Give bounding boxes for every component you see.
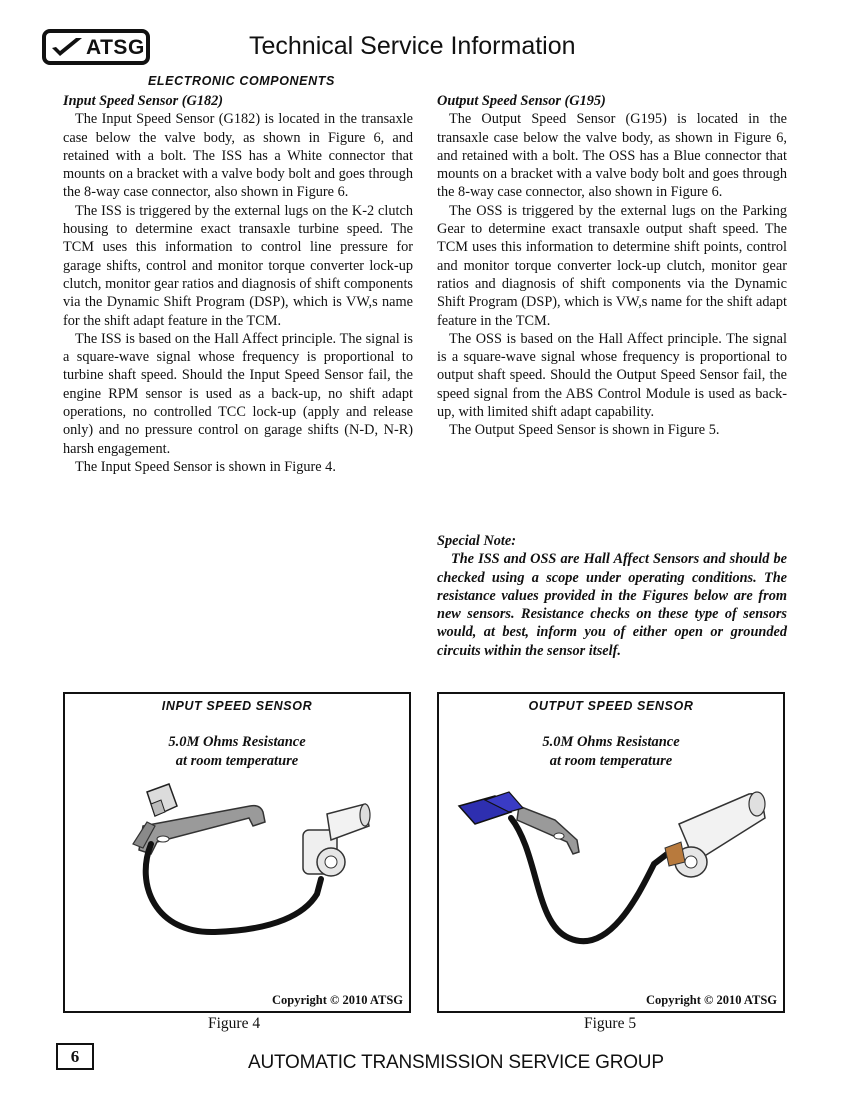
figure-4-caption: Figure 4 — [208, 1015, 261, 1032]
figure-5-caption: Figure 5 — [584, 1015, 637, 1032]
sensor-body-icon — [665, 792, 765, 877]
resistance-value: 5.0M Ohms Resistance — [542, 734, 680, 750]
page-title: Technical Service Information — [249, 32, 576, 60]
figure-4-box — [63, 692, 411, 1013]
resistance-spec — [65, 733, 409, 770]
copyright: Copyright © 2010 ATSG — [272, 993, 403, 1007]
oss-paragraph: The OSS is based on the Hall Affect principle. The signal is a square-wave signal whose frequency is proportional to output shaft speed. Should the Output Speed Sensor fail, the speed signal from the ABS Control Module is used as back-up, with limited shift adapt capability. — [437, 330, 787, 421]
oss-paragraph: The Output Speed Sensor (G195) is located in the transaxle case below the valve body, as shown in Figure 6, and retained with a bolt. The OSS has a Blue connector that mounts on a bracket with a valve body bolt and goes through the 8-way case connector, also shown in Figure 6. — [437, 111, 787, 201]
iss-paragraph: The Input Speed Sensor (G182) is located in the transaxle case below the valve body, as shown in Figure 6, and retained with a bolt. The ISS has a White connector that mounts on a bracket with a valve body bolt and goes through the 8-way case connector, also shown in Figure 6. — [63, 111, 413, 201]
copyright: Copyright © 2010 ATSG — [646, 993, 777, 1007]
atsg-logo — [42, 29, 150, 65]
special-note-heading: Special Note: — [437, 533, 517, 549]
special-note-text: The ISS and OSS are Hall Affect Sensors and should be checked using a scope under operating conditions. The resistance values provided in the Figures below are from new sensors. Resistance checks on these type of sensors would, at best, inform you of either open or grounded circuits within the sensor itself. — [437, 551, 787, 659]
resistance-condition: at room temperature — [175, 752, 299, 769]
figure-5-box — [437, 692, 785, 1013]
iss-paragraph: The Input Speed Sensor is shown in Figure 4. — [75, 458, 336, 475]
oss-heading: Output Speed Sensor (G195) — [437, 93, 606, 109]
oss-paragraph: The OSS is triggered by the external lugs on the Parking Gear to determine exact transaxle output shaft speed. The TCM uses this information to determine shift points, control and monitor torque converter lock-up clutch, monitor gear ratios and diagnosis of shift components via the Dynamic Shift Program (DSP), which is VW,s name for the shift adapt feature in the TCM. — [437, 202, 787, 329]
resistance-spec — [439, 733, 783, 770]
white-connector-icon — [147, 784, 177, 816]
iss-paragraph: The ISS is triggered by the external lugs on the K-2 clutch housing to determine exact transaxle turbine speed. The TCM uses this information to control line pressure for garage shifts, control and monitor torque converter lock-up clutch, monitor gear ratios and diagnosis of shift components via the Dynamic Shift Program (DSP), which is VW,s name for the shift adapt feature in the TCM. — [63, 202, 413, 329]
oss-paragraph: The Output Speed Sensor is shown in Figure 5. — [449, 422, 720, 439]
sensor-body-icon — [303, 804, 370, 876]
footer-text: AUTOMATIC TRANSMISSION SERVICE GROUP — [248, 1052, 664, 1073]
figure-title: OUTPUT SPEED SENSOR — [528, 699, 694, 713]
resistance-condition: at room temperature — [549, 752, 673, 769]
logo-text: ATSG — [86, 36, 145, 59]
figure-title: INPUT SPEED SENSOR — [161, 699, 313, 713]
right-column — [437, 92, 787, 440]
iss-paragraph: The ISS is based on the Hall Affect principle. The signal is a square-wave signal whose frequency is proportional to turbine shaft speed. Should the Input Speed Sensor fail, the engine RPM sensor is used as a back-up, no shift adapt operations, no controlled TCC lock-up (apply and release only) and no pressure control on garage shifts (N-D, N-R) harsh engagement. — [63, 330, 413, 457]
checkmark-icon — [50, 36, 84, 60]
resistance-value: 5.0M Ohms Resistance — [168, 734, 306, 750]
left-column — [63, 92, 413, 476]
special-note — [437, 532, 787, 660]
page-number: 6 — [56, 1043, 94, 1070]
section-label: ELECTRONIC COMPONENTS — [148, 74, 335, 88]
iss-heading: Input Speed Sensor (G182) — [63, 93, 224, 109]
